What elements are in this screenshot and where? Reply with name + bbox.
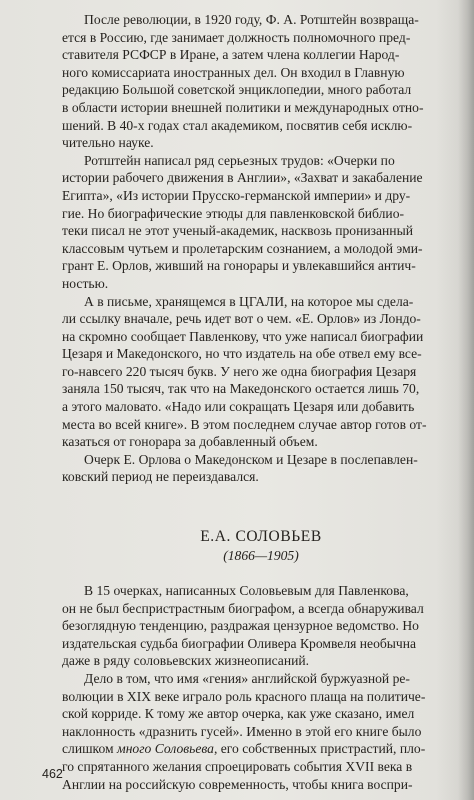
text-line: волюции в XIX веке играло роль красного плаща на политиче- — [62, 688, 426, 704]
text-line: даже в ряду соловьевских жизнеописаний. — [62, 653, 310, 669]
section-dates: (1866—1905) — [223, 548, 299, 564]
text-line-with-italic — [62, 740, 460, 758]
text-line: классовым чутьем и пролетарским сознанием, а молодой эми- — [62, 240, 423, 256]
text-line: он не был беспристрастным биографом, а всегда обнаруживал — [62, 600, 424, 616]
text-line: грант Е. Орлов, живший на гонорары и увлекавшийся антич- — [62, 258, 416, 274]
page-edge-shadow — [458, 0, 474, 800]
text-line: ли ссылку вначале, речь идет вот о чем. «Е. Орлов» из Лондо- — [62, 311, 421, 327]
text-line: го спрятанного желания спроецировать события XVII века в — [62, 758, 413, 774]
text-line: А в письме, хранящемся в ЦГАЛИ, на которое мы сдела- — [84, 293, 414, 309]
page-number: 462 — [42, 767, 63, 781]
text-line: безоглядную тенденцию, раздражая цензурное ведомство. Но — [62, 618, 419, 634]
text-line: казаться от гонорара за добавленный объем. — [62, 434, 318, 450]
text-line: теки писал не этот ученый-академик, насквозь пронизанный — [62, 223, 413, 239]
text-line: гие. Но биографические этюды для павленковской библио- — [62, 205, 405, 221]
text-line: а этого маловато. «Надо или сокращать Цезаря или добавить — [62, 399, 415, 415]
text-line: редакцию Большой советской энциклопедии, много работал — [62, 82, 412, 98]
text-line: шений. В 40-х годах стал академиком, посвятив себя исклю- — [62, 117, 413, 133]
text-run: , его собственных пристрастий, пло- — [213, 741, 426, 757]
paragraph-letter — [62, 293, 460, 451]
text-line: ностью. — [62, 275, 109, 291]
text-line: чительно науке. — [62, 135, 154, 151]
text-line: ного комиссариата иностранных дел. Он входил в Главную — [62, 64, 405, 80]
text-line: места во всей книге». В этом последнем случае автор готов от- — [62, 416, 427, 432]
text-line: истории рабочего движения в Англии», «Захват и закабаление — [62, 170, 423, 186]
text-line: заняла 150 тысяч, так что на Македонского остается лишь 70, — [62, 381, 420, 397]
paragraph-cromwell — [62, 670, 460, 793]
text-line: ской корриде. К тому же автор очерка, как уже сказано, имел — [62, 706, 415, 722]
paragraph-solovyov-essays — [62, 582, 460, 670]
text-line: Англии на российскую современность, чтобы книга воспри- — [62, 776, 413, 792]
italic-phrase: много Соловьева — [117, 741, 214, 757]
text-line: ставителя РСФСР в Иране, а затем члена коллегии Народ- — [62, 47, 400, 63]
page-text — [62, 7, 460, 793]
text-line: Египта», «Из истории Прусско-германской империи» и дру- — [62, 187, 411, 203]
text-line: После революции, в 1920 году, Ф. А. Ротштейн возвраща- — [84, 12, 419, 27]
text-line: Ротштейн написал ряд серьезных трудов: «Очерки по — [84, 152, 395, 168]
text-line: Очерк Е. Орлова о Македонском и Цезаре в послепавлен- — [84, 451, 418, 467]
text-line: в области истории внешней политики и международных отно- — [62, 99, 424, 115]
paragraph-rotstein-works — [62, 152, 460, 293]
text-run: слишком — [62, 741, 118, 757]
text-line: ковский период не переиздавался. — [62, 469, 259, 485]
paragraph-orlov-essay — [62, 451, 460, 486]
text-line: го-навсего 220 тысяч букв. У него же одна биография Цезаря — [62, 363, 417, 379]
text-line: Цезаря и Македонского, но что издатель на обе отвел ему все- — [62, 346, 422, 362]
text-line: издательская судьба биографии Оливера Кромвеля необычна — [62, 635, 417, 651]
paragraph-rotstein-revolution — [62, 11, 460, 152]
section-heading: Е.А. СОЛОВЬЕВ — [200, 528, 322, 546]
text-line: ется в Россию, где занимает должность полномочного пред- — [62, 29, 411, 45]
text-line: на скромно сообщает Павленкову, что уже написал биографии — [62, 328, 424, 344]
text-line: Дело в том, что имя «гения» английской буржуазной ре- — [84, 671, 410, 686]
text-line: В 15 очерках, написанных Соловьевым для Павленкова, — [84, 583, 409, 599]
text-line: наклонность «дразнить гусей». Именно в этой его книге было — [62, 723, 422, 739]
